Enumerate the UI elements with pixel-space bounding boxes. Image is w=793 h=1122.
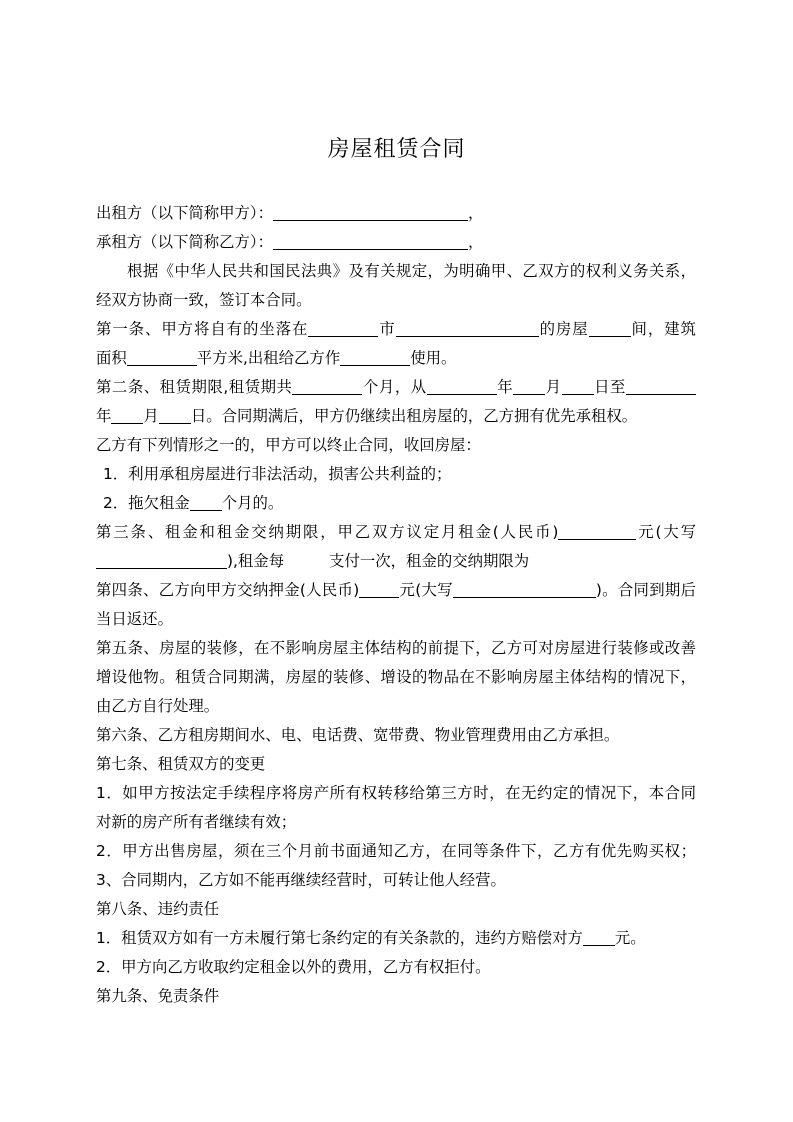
article-8-heading: 第八条、违约责任: [96, 900, 220, 918]
monthly-rent-blank[interactable]: [558, 522, 636, 540]
article-8-item-1: [96, 924, 696, 953]
lessee-line: [96, 228, 696, 257]
text-fragment: 第三条、租金和租金交纳期限，甲乙双方议定月租金(人民币): [96, 523, 559, 541]
document-title: 房屋租赁合同: [327, 137, 466, 162]
text-fragment: 个月的。: [221, 494, 284, 512]
text-fragment: 月: [143, 407, 159, 425]
start-year-blank[interactable]: [427, 377, 497, 395]
text-fragment: 元。: [614, 929, 646, 947]
article-7-item-1-line-1: 1．如甲方按法定手续程序将房产所有权转移给第三方时，在无约定的情况下，本合同: [96, 784, 696, 802]
text-fragment: 市: [378, 320, 396, 338]
text-fragment: 月: [545, 378, 562, 396]
text-fragment: 日。合同期满后，甲方仍继续出租房屋的，乙方拥有优先承租权。: [190, 407, 638, 425]
room-count-blank[interactable]: [589, 319, 631, 337]
text-fragment: )。合同到期后: [595, 581, 696, 599]
lessor-label: 出租方（以下简称甲方）：: [96, 204, 273, 222]
article-8-item-2: 2．甲方向乙方收取约定租金以外的费用，乙方有权拒付。: [96, 958, 491, 976]
usage-blank[interactable]: [340, 348, 410, 366]
text-fragment: ,租金每: [233, 552, 285, 570]
start-day-blank[interactable]: [562, 377, 594, 395]
article-2-line-2: [96, 402, 696, 431]
text-fragment: 1．租赁双方如有一方未履行第七条约定的有关条款的，违约方赔偿对方: [96, 929, 583, 947]
text-fragment: 日至: [593, 378, 626, 396]
overdue-months-blank[interactable]: [190, 493, 222, 511]
text-fragment: ，: [468, 204, 484, 222]
text-fragment: 间，建筑: [630, 320, 696, 338]
article-1-line-2: [96, 344, 696, 373]
lessee-label: 承租方（以下简称乙方）：: [96, 233, 273, 251]
termination-intro: 乙方有下列情形之一的，甲方可以终止合同，收回房屋：: [96, 436, 481, 454]
text-fragment: 平方米,出租给乙方作: [196, 349, 341, 367]
article-7-heading: 第七条、租赁双方的变更: [96, 755, 266, 773]
lessee-name-blank[interactable]: [273, 232, 468, 250]
preamble-line-2: 经双方协商一致，签订本合同。: [96, 291, 312, 309]
text-fragment: ): [227, 552, 234, 570]
deposit-blank[interactable]: [359, 580, 399, 598]
text-fragment: 年: [496, 378, 514, 396]
preamble-line-1: 根据《中华人民共和国民法典》及有关规定，为明确甲、乙双方的权利义务关系，: [127, 262, 696, 280]
start-month-blank[interactable]: [513, 377, 545, 395]
text-fragment: 元(大写: [636, 523, 696, 541]
text-fragment: 年: [96, 407, 112, 425]
area-blank[interactable]: [127, 348, 197, 366]
text-fragment: 第一条、甲方将自有的坐落在: [96, 320, 309, 338]
end-year-blank[interactable]: [626, 377, 696, 395]
termination-item-2: [96, 489, 696, 518]
text-fragment: 第二条、租赁期限,租赁期共: [96, 378, 293, 396]
article-1-line-1: [96, 315, 696, 344]
article-3-line-1: [96, 518, 696, 547]
article-7-item-2: 2．甲方出售房屋，须在三个月前书面通知乙方，在同等条件下，乙方有优先购买权；: [96, 842, 696, 860]
text-fragment: 第四条、乙方向甲方交纳押金(人民币): [96, 581, 360, 599]
termination-item-1: 1．利用承租房屋进行非法活动，损害公共利益的；: [103, 465, 452, 483]
text-fragment: 使用。: [410, 349, 457, 367]
end-day-blank[interactable]: [159, 406, 191, 424]
article-4-line-2: 当日返还。: [96, 610, 173, 628]
lease-months-blank[interactable]: [292, 377, 362, 395]
contract-body: [96, 199, 696, 1011]
article-3-line-2: [96, 547, 696, 576]
end-month-blank[interactable]: [111, 406, 143, 424]
article-2-line-1: [96, 373, 696, 402]
article-7-item-1-line-2: 对新的房产所有者继续有效；: [96, 813, 297, 831]
text-fragment: 的房屋: [538, 320, 589, 338]
article-6-line: 第六条、乙方租房期间水、电、电话费、宽带费、物业管理费用由乙方承担。: [96, 726, 620, 744]
article-9-heading: 第九条、免责条件: [96, 987, 220, 1005]
text-fragment: 面积: [96, 349, 127, 367]
lessor-line: [96, 199, 696, 228]
text-fragment: 元(大写: [399, 581, 453, 599]
rent-uppercase-blank[interactable]: [96, 551, 227, 569]
address-blank[interactable]: [396, 319, 539, 337]
article-7-item-3: 3、合同期内，乙方如不能再继续经营时，可转让他人经营。: [96, 871, 506, 889]
lessor-name-blank[interactable]: [273, 203, 468, 221]
text-fragment: 个月，从: [362, 378, 427, 396]
article-5-line-1: 第五条、房屋的装修，在不影响房屋主体结构的前提下，乙方可对房屋进行装修或改善: [96, 639, 696, 657]
article-4-line-1: [96, 576, 696, 605]
text-fragment: ，: [468, 233, 484, 251]
text-fragment: 2．拖欠租金: [103, 494, 190, 512]
penalty-amount-blank[interactable]: [583, 928, 615, 946]
article-5-line-2: 增设他物。租赁合同期满，房屋的装修、增设的物品在不影响房屋主体结构的情况下，: [96, 668, 696, 686]
location-blank[interactable]: [308, 319, 378, 337]
text-fragment: 支付一次，租金的交纳期限为: [329, 552, 530, 570]
article-5-line-3: 由乙方自行处理。: [96, 697, 220, 715]
deposit-uppercase-blank[interactable]: [453, 580, 596, 598]
